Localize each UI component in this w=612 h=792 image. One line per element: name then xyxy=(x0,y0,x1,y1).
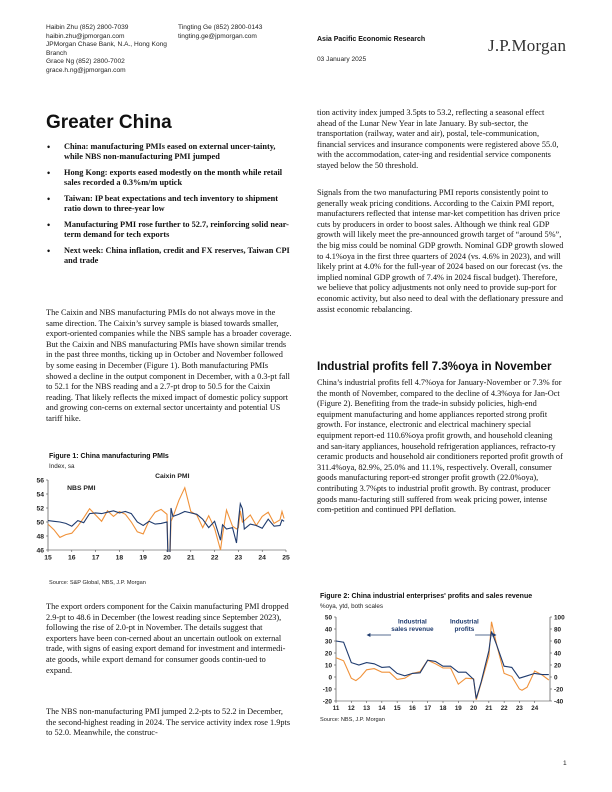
y-right-tick-label: 40 xyxy=(554,650,562,658)
x-tick-label: 18 xyxy=(439,705,447,712)
figure-1-chart xyxy=(30,466,294,566)
figure-1-title: Figure 1: China manufacturing PMIs xyxy=(49,453,169,460)
bullet-item: • China: manufacturing PMIs eased on external uncer-tainty, while NBS non-manufacturing PMI jumped xyxy=(46,142,292,163)
body-paragraph: The export orders component for the Caixin manufacturing PMI dropped 2.9-pt to 48.6 in December (the lowest reading since September 2023), following the rise of 2.0-pt in November. The details suggest that exporters have been con-cerned about an uncertain outlook on external trade, with signs of easing export demand for investment and intermedi-ate goods, while export demand for consumer goods contin-ued to expand. xyxy=(46,602,289,675)
x-tick-label: 24 xyxy=(531,705,539,712)
figure-1-source: Source: S&P Global, NBS, J.P. Morgan xyxy=(49,580,146,586)
x-tick-label: 25 xyxy=(282,554,290,562)
revenue-annotation-label: sales revenue xyxy=(391,625,434,633)
y-tick-label: 54 xyxy=(36,491,44,499)
key-points-list xyxy=(46,142,292,267)
contact-line[interactable]: haibin.zhu@jpmorgan.com xyxy=(46,32,125,40)
series-title: Asia Pacific Economic Research xyxy=(317,36,426,43)
x-tick-label: 23 xyxy=(234,554,243,562)
x-tick-label: 14 xyxy=(378,705,386,712)
page-title: Greater China xyxy=(46,112,172,133)
bullet-item: • Next week: China inflation, credit and FX reserves, Taiwan CPI and trade xyxy=(46,246,292,267)
y-left-tick-label: -10 xyxy=(322,686,332,694)
y-left-tick-label: 50 xyxy=(324,614,332,622)
figure-2-chart xyxy=(306,609,574,717)
y-left-tick-label: 0 xyxy=(328,674,332,682)
y-tick-label: 46 xyxy=(36,547,44,555)
y-left-tick-label: 40 xyxy=(324,626,332,634)
contact-line[interactable]: tingting.ge@jpmorgan.com xyxy=(178,32,257,40)
y-right-tick-label: 100 xyxy=(554,614,565,622)
y-tick-label: 56 xyxy=(36,477,44,485)
y-left-tick-label: -20 xyxy=(322,698,332,706)
body-paragraph: Signals from the two manufacturing PMI reports consistently point to generally weak pricing conditions. According to the Caixin PMI report, manufacturers reflected that intense mar-ket competition has driven price cuts by producers in order to boost sales. Although we think real GDP growth will likely meet the pre-announced growth target of “around 5%”, the big miss could be nominal GDP growth. Nominal GDP growth slowed to 4.1%oya in the first three quarters of 2024 (vs. 4.6% in 2023), and will likely print at 4.0% for the full-year of 2024 based on our forecast (vs. the implied nominal GDP growth of 7.4% in 2024 fiscal budget). Therefore, we believe that policy adjustments not only need to provide sup-port for economic activity, but also need to deal with the deflationary pressure and assist economic rebalancing. xyxy=(317,188,564,314)
x-tick-label: 24 xyxy=(258,554,266,562)
y-right-tick-label: 20 xyxy=(554,662,562,670)
x-tick-label: 22 xyxy=(210,554,219,562)
x-tick-label: 17 xyxy=(91,554,100,562)
contact-line: Tingting Ge (852) 2800-0143 xyxy=(178,24,263,31)
y-left-tick-label: 30 xyxy=(324,638,332,646)
y-tick-label: 50 xyxy=(36,519,44,527)
x-tick-label: 19 xyxy=(139,554,147,562)
x-tick-label: 22 xyxy=(500,705,508,712)
x-tick-label: 19 xyxy=(454,705,462,712)
revenue-arrowhead xyxy=(367,633,371,637)
x-tick-label: 16 xyxy=(68,554,76,562)
caixin-pmi-label: Caixin PMI xyxy=(155,472,190,480)
y-right-tick-label: -40 xyxy=(554,698,564,706)
x-tick-label: 15 xyxy=(44,554,52,562)
y-right-tick-label: 0 xyxy=(554,674,558,682)
x-tick-label: 21 xyxy=(187,554,195,562)
nbs-pmi-label: NBS PMI xyxy=(67,484,96,492)
y-right-tick-label: -20 xyxy=(554,686,564,694)
bullet-item: • Hong Kong: exports eased modestly on the month while retail sales recorded a 0.3%m/m uptick xyxy=(46,168,292,189)
y-right-tick-label: 80 xyxy=(554,626,562,634)
x-tick-label: 21 xyxy=(485,705,493,712)
x-tick-label: 20 xyxy=(470,705,478,712)
y-left-tick-label: 20 xyxy=(324,650,332,658)
figure-1-subtitle: Index, sa xyxy=(49,463,75,470)
bullet-item: • Taiwan: IP beat expectations and tech inventory to shipment ratio down to three-year low xyxy=(46,194,292,215)
profits-annotation-label: profits xyxy=(454,625,475,633)
x-tick-label: 13 xyxy=(363,705,371,712)
jpmorgan-logo: J.P.Morgan xyxy=(488,36,567,55)
profits-annotation-label: Industrial xyxy=(450,618,479,626)
x-tick-label: 15 xyxy=(393,705,401,712)
y-tick-label: 48 xyxy=(36,533,44,541)
contacts-col-1 xyxy=(46,24,186,76)
contact-line[interactable]: grace.h.ng@jpmorgan.com xyxy=(46,66,126,74)
report-date: 03 January 2025 xyxy=(317,56,367,63)
y-right-tick-label: 60 xyxy=(554,638,562,646)
left-column xyxy=(46,142,292,272)
x-tick-label: 18 xyxy=(115,554,124,562)
revenue-annotation-label: Industrial xyxy=(398,618,427,626)
figure-2-title: Figure 2: China industrial enterprises' profits and sales revenue xyxy=(320,593,533,600)
section-heading: Industrial profits fell 7.3%oya in November xyxy=(317,360,552,373)
contacts-col-2 xyxy=(178,24,298,41)
page-number: 1 xyxy=(563,760,567,767)
y-tick-label: 52 xyxy=(36,505,44,513)
contact-line: Haibin Zhu (852) 2800-7039 xyxy=(46,24,129,31)
x-tick-label: 23 xyxy=(515,705,523,712)
figure-2-source: Source: NBS, J.P. Morgan xyxy=(320,717,385,723)
contact-line: JPMorgan Chase Bank, N.A., Hong Kong Branch xyxy=(46,41,167,57)
industrial-profits-line xyxy=(336,622,549,700)
industrial-sales-revenue-line xyxy=(336,631,549,698)
x-tick-label: 17 xyxy=(424,705,432,712)
body-paragraph: China’s industrial profits fell 4.7%oya for January-November or 7.3% for the month of November, compared to the decline of 4.3%oya for Jan-Oct (Figure 2). Benefiting from the trade-in subsidy policies, high-end equipment manufacturing and home appliances reported strong profit growth. For instance, electronic and electrical machinery special equipment report-ed 110.6%oya profit growth, and household cleaning and san-itary appliances, household refrigeration appliances, refracto-ry ceramic products and household air conditioners reported profit growth of 311.4%oya, 82.9%, 25.0% and 11.1%, respectively. Overall, consumer goods manufacturing report-ed stronger profit growth (22.0%oya), contributing 3.7%pts to industrial profit growth. By contrast, producer goods manu-facturing still suffered from weak pricing power, intense com-petition and continued PPI deflation. xyxy=(317,378,563,515)
contact-line: Grace Ng (852) 2800-7002 xyxy=(46,58,125,66)
figure-2-subtitle: %oya, ytd, both scales xyxy=(320,603,384,610)
x-tick-label: 20 xyxy=(163,554,171,562)
x-tick-label: 16 xyxy=(408,705,416,712)
x-tick-label: 11 xyxy=(332,705,340,712)
body-paragraph: tion activity index jumped 3.5pts to 53.2, reflecting a seasonal effect ahead of the Lunar New Year in late January. By sub-sector, the transportation (railway, water and air), postal, tele-communication, financial services and insurance components were registered above 55.0, with the accommodation, cater-ing and residential service components stayed below the 50 threshold. xyxy=(317,108,559,170)
body-paragraph: The NBS non-manufacturing PMI jumped 2.2-pts to 52.2 in December, the second-highest reading in 2024. The service activity index rose 1.9pts to 52.0. Meanwhile, the construc- xyxy=(46,707,291,738)
y-left-tick-label: 10 xyxy=(324,662,332,670)
x-tick-label: 12 xyxy=(347,705,355,712)
body-paragraph: The Caixin and NBS manufacturing PMIs do not always move in the same direction. The Caixin’s survey sample is biased towards smaller, export-oriented companies while the NBS sample has a broader coverage. But the Caixin and NBS manufacturing PMIs have shown similar trends in the past three months, ticking up in October and November followed by some easing in December (Figure 1). Both manufacturing PMIs showed a decline in the output component in December, with a 0.3-pt fall to 52.1 for the NBS reading and a 2.7-pt drop to 50.5 for the Caixin reading. That likely reflects the mixed impact of domestic policy support and growing con-cerns on external sector uncertainty and potential US tariff hike. xyxy=(46,308,292,423)
bullet-item: • Manufacturing PMI rose further to 52.7, reinforcing solid near-term demand for tech exports xyxy=(46,220,292,241)
